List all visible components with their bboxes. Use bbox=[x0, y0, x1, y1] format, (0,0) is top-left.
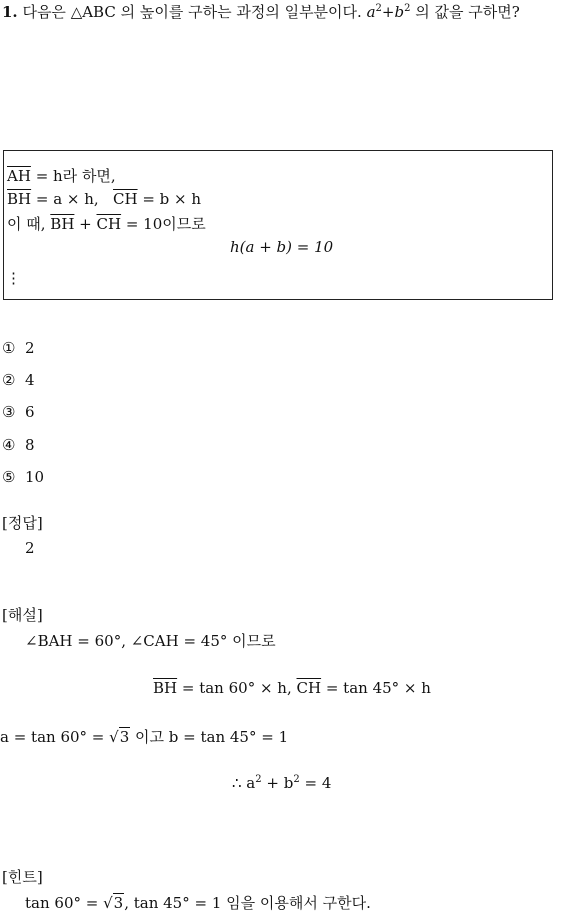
choice-value: 4 bbox=[25, 371, 35, 389]
segment-bh: $\overline{BH}$ bbox=[153, 679, 178, 697]
choice-value: 6 bbox=[25, 403, 35, 421]
solution-conclusion bbox=[232, 774, 331, 792]
choice-marker: ③ bbox=[2, 403, 16, 421]
question-number: 1. bbox=[2, 3, 18, 21]
solution-label: [해설] bbox=[2, 606, 43, 624]
box-line-3-end: = 10이므로 bbox=[121, 215, 206, 233]
question-text: 다음은 △ABC 의 높이를 구하는 과정의 일부분이다. bbox=[22, 3, 362, 21]
answer-value: 2 bbox=[25, 539, 35, 557]
choice-5[interactable] bbox=[2, 468, 44, 486]
segment-ch: $\overline{CH}$ bbox=[113, 190, 138, 208]
segment-ch: $\overline{CH}$ bbox=[96, 215, 122, 233]
solution-line-2 bbox=[153, 679, 431, 697]
choice-2[interactable] bbox=[2, 371, 35, 389]
conclusion-pre: ∴ a bbox=[232, 774, 256, 792]
radicand: 3 bbox=[113, 894, 124, 912]
choice-marker: ④ bbox=[2, 436, 16, 454]
solution-line-3 bbox=[0, 726, 288, 747]
choice-value: 10 bbox=[25, 468, 45, 486]
box-line-3 bbox=[7, 213, 206, 234]
choice-value: 8 bbox=[25, 436, 35, 454]
derivation-box bbox=[3, 150, 553, 300]
segment-ch: $\overline{CH}$ bbox=[296, 679, 322, 697]
box-line-3-pre: 이 때, bbox=[7, 215, 51, 233]
solution-line-2-end: = tan 45° × h bbox=[321, 679, 431, 697]
hint-line bbox=[25, 892, 371, 913]
exponent: 2 bbox=[255, 774, 262, 785]
exponent: 2 bbox=[404, 3, 411, 14]
box-line-1-rest: = h라 하면, bbox=[30, 167, 116, 185]
box-line-2 bbox=[7, 190, 201, 208]
segment-ah: $\overline{AH}$ bbox=[7, 167, 31, 185]
choice-3[interactable] bbox=[2, 403, 35, 421]
hint-post: , tan 45° = 1 임을 이용해서 구한다. bbox=[124, 894, 371, 912]
box-line-1 bbox=[7, 165, 116, 186]
choice-1[interactable] bbox=[2, 339, 35, 357]
box-ellipsis: ⋮ bbox=[6, 269, 21, 287]
hint-pre: tan 60° = √ bbox=[25, 894, 113, 912]
choice-4[interactable] bbox=[2, 436, 35, 454]
solution-line-1: ∠BAH = 60°, ∠CAH = 45° 이므로 bbox=[25, 632, 276, 650]
choice-marker: ⑤ bbox=[2, 468, 16, 486]
segment-bh: $\overline{BH}$ bbox=[50, 215, 75, 233]
exponent: 2 bbox=[293, 774, 300, 785]
question-text-end: 의 값을 구하면? bbox=[415, 3, 520, 21]
solution-line-2-mid: = tan 60° × h, bbox=[177, 679, 297, 697]
segment-bh: $\overline{BH}$ bbox=[7, 190, 32, 208]
var-a: a bbox=[366, 3, 376, 21]
conclusion-post: = 4 bbox=[299, 774, 332, 792]
plus-sign: + bbox=[381, 3, 395, 21]
solution-line-3-pre: a = tan 60° = √ bbox=[0, 728, 119, 746]
conclusion-mid: + b bbox=[261, 774, 294, 792]
exponent: 2 bbox=[375, 3, 382, 14]
question bbox=[2, 1, 520, 22]
choice-marker: ① bbox=[2, 339, 16, 357]
answer-label: [정답] bbox=[2, 514, 43, 532]
var-b: b bbox=[394, 3, 405, 21]
radicand: 3 bbox=[119, 728, 130, 746]
box-line-2-mid: = a × h, bbox=[31, 190, 99, 208]
box-line-2-end: = b × h bbox=[137, 190, 202, 208]
choice-value: 2 bbox=[25, 339, 35, 357]
box-line-3-plus: + bbox=[74, 215, 97, 233]
solution-line-3-post: 이고 b = tan 45° = 1 bbox=[130, 728, 289, 746]
choice-marker: ② bbox=[2, 371, 16, 389]
hint-label: [힌트] bbox=[2, 868, 43, 886]
box-equation: h(a + b) = 10 bbox=[230, 238, 334, 256]
